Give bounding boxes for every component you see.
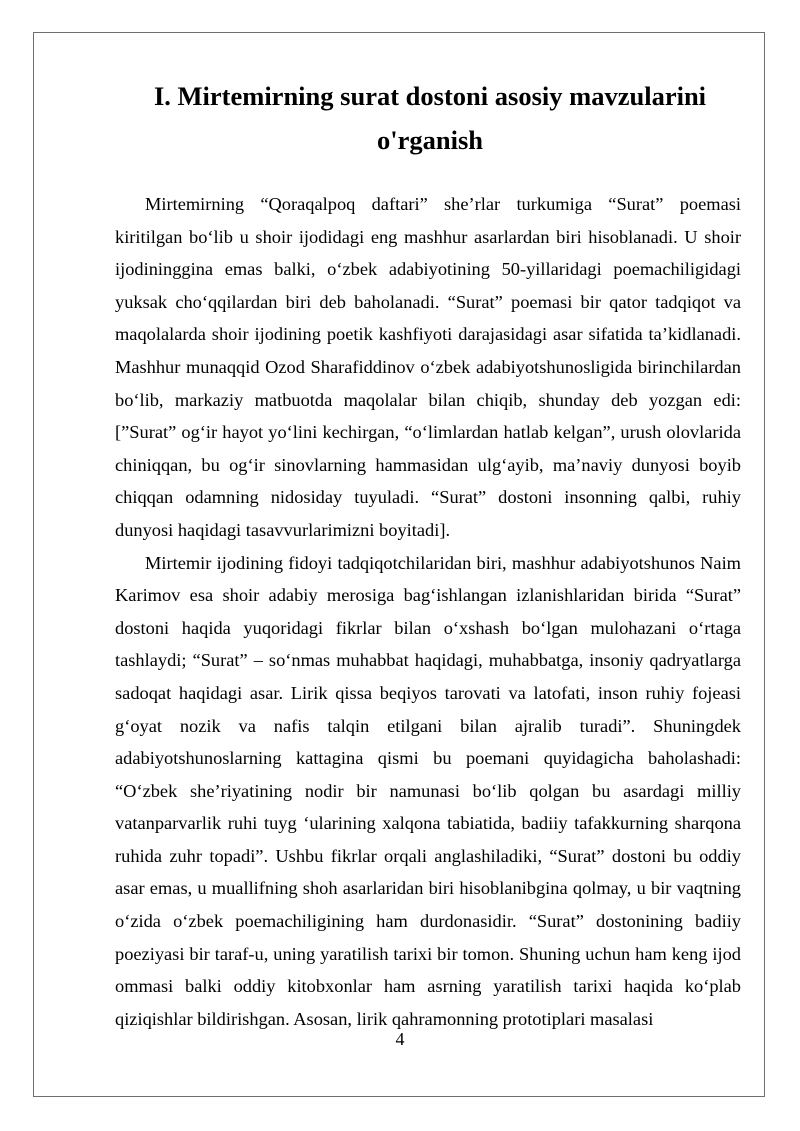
title-line-1: I. Mirtemirning surat dostoni asosiy mavzularini (153, 81, 707, 111)
paragraph-2: Mirtemir ijodining fidoyi tadqiqotchilaridan biri, mashhur adabiyotshunos Naim Karimov esa shoir adabiy merosiga bag‘ishlangan izlanishlaridan birida “Surat” dostoni haqida yuqoridagi fikrlar bilan o‘xshash bo‘lgan mulohazani o‘rtaga tashlaydi; “Surat” – so‘nmas muhabbat haqidagi, muhabbatga, insoniy qadryatlarga sadoqat haqidagi asar. Lirik qissa beqiyos tarovati va latofati, inson ruhiy fojeasi g‘oyat nozik va nafis talqin etilgani bilan ajralib turadi”. Shuningdek adabiyotshunoslarning kattagina qismi bu poemani quyidagicha baholashadi: “O‘zbek she’riyatining nodir bir namunasi bo‘lib qolgan bu asardagi milliy vatanparvarlik ruhi tuyg ‘ularining xalqona tabiatida, badiiy tafakkurning sharqona ruhida zuhr topadi”. Ushbu fikrlar orqali anglashiladiki, “Surat” dostoni bu oddiy asar emas, u muallifning shoh asarlaridan biri hisoblanibgina qolmay, u bir vaqtning o‘zida o‘zbek poemachiligining ham durdonasidir. “Surat” dostonining badiiy poeziyasi bir taraf-u, uning yaratilish tarixi bir tomon. Shuning uchun ham keng ijod ommasi balki oddiy kitobxonlar ham asrning yaratilish tarixi haqida ko‘plab qiziqishlar bildirishgan. Asosan, lirik qahramonning prototiplari masalasi (115, 552, 741, 1029)
paragraph-1: Mirtemirning “Qoraqalpoq daftari” she’rlar turkumiga “Surat” poemasi kiritilgan bo‘lib u shoir ijodidagi eng mashhur asarlardan biri hisoblanadi. U shoir ijodininggina emas balki, o‘zbek adabiyotining 50-yillaridagi poemachiligidagi yuksak cho‘qqilardan biri deb baholanadi. “Surat” poemasi bir qator tadqiqot va maqolalarda shoir ijodining poetik kashfiyoti darajasidagi asar sifatida ta’kidlanadi. Mashhur munaqqid Ozod Sharafiddinov o‘zbek adabiyotshunosligida birinchilardan bo‘lib, markaziy matbuotda maqolalar bilan chiqib, shunday deb yozgan edi: [”Surat” og‘ir hayot yo‘lini kechirgan, “o‘limlardan hatlab kelgan”, urush olovlarida chiniqqan, bu og‘ir sinovlarning hammasidan ulg‘ayib, ma’naviy dunyosi boyib chiqqan odamning nidosiday tuyuladi. “Surat” dostoni insonning qalbi, ruhiy dunyosi haqidagi tasavvurlarimizni boyitadi]. (115, 194, 741, 540)
page-number: 4 (395, 1029, 405, 1049)
page-title (115, 74, 745, 162)
title-line-2: o'rganish (376, 125, 484, 155)
body-text (115, 188, 741, 1035)
